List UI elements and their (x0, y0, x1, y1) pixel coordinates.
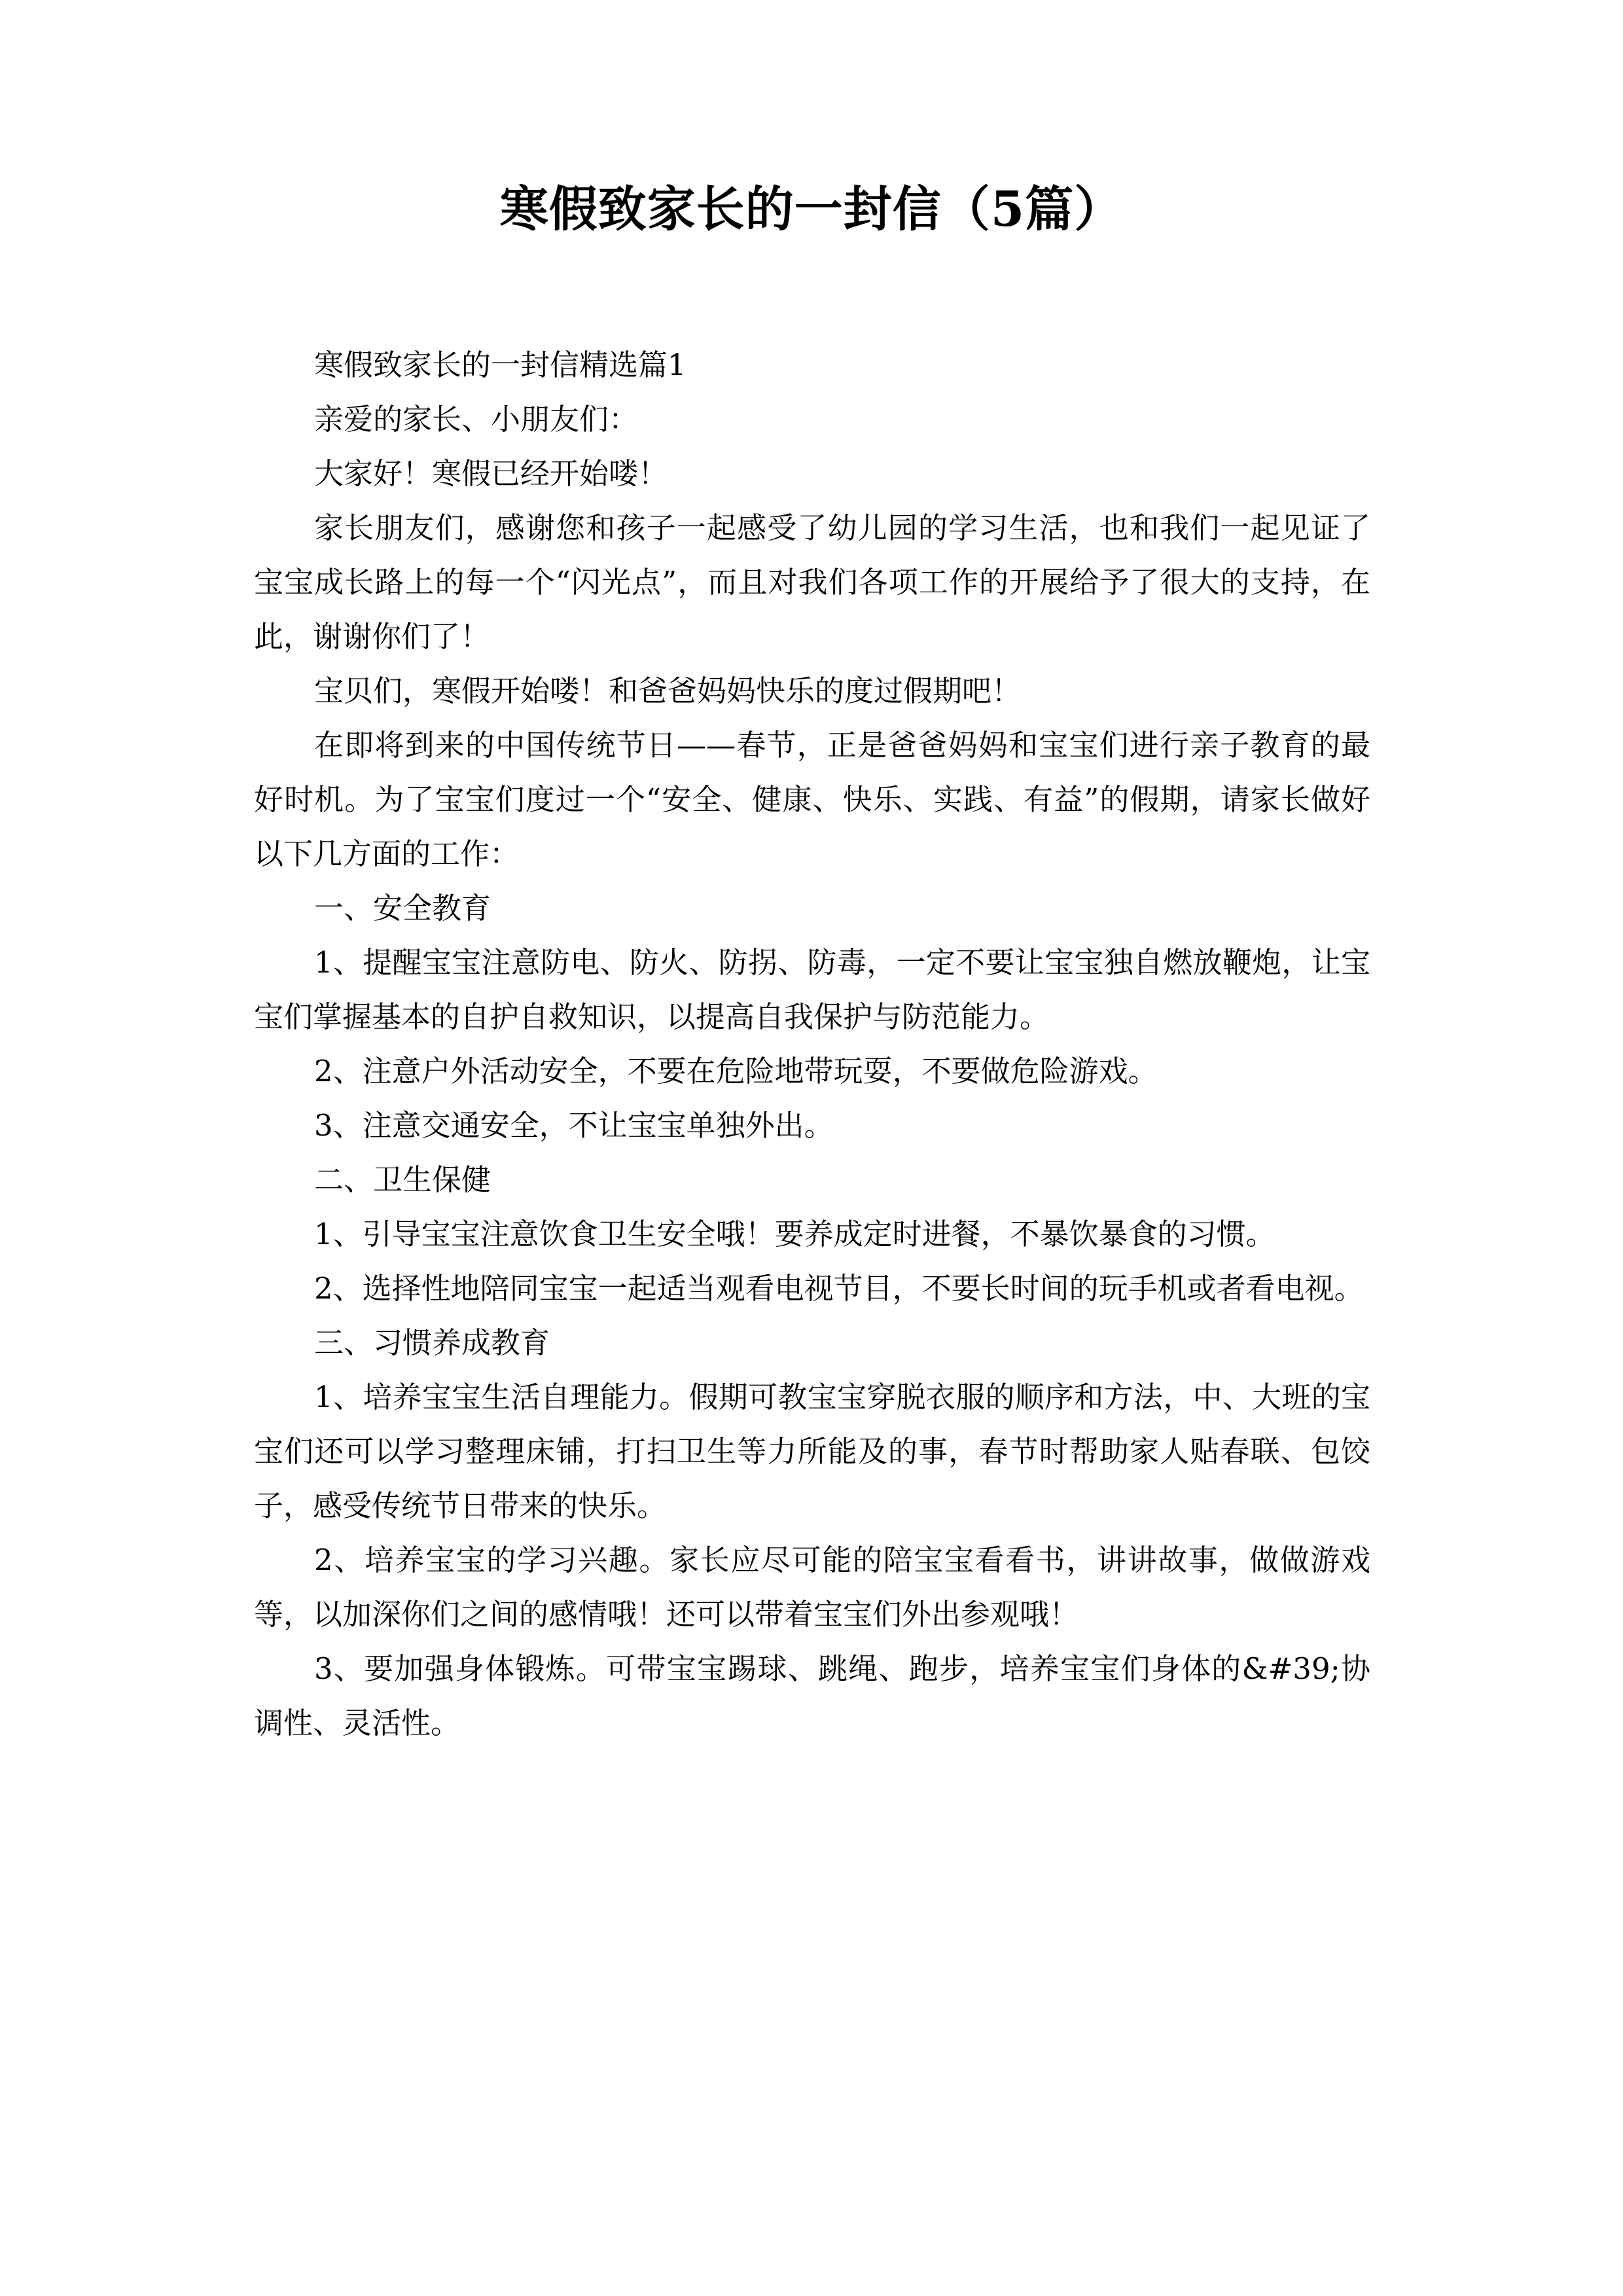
list-item: 2、注意户外活动安全，不要在危险地带玩耍，不要做危险游戏。 (314, 1054, 1158, 1088)
paragraph: 寒假致家长的一封信精选篇1 (314, 348, 687, 382)
list-item: 2、培养宝宝的学习兴趣。家长应尽可能的陪宝宝看看书，讲讲故事，做做游戏等，以加深你们之间的感情哦！还可以带着宝宝们外出参观哦！ (254, 1543, 1370, 1632)
paragraph: 家长朋友们，感谢您和孩子一起感受了幼儿园的学习生活，也和我们一起见证了宝宝成长路上的每一个“闪光点”，而且对我们各项工作的开展给予了很大的支持，在此，谢谢你们了！ (254, 511, 1370, 654)
page-title: 寒假致家长的一封信（5篇） (499, 181, 1124, 238)
list-item: 1、提醒宝宝注意防电、防火、防拐、防毒，一定不要让宝宝独自燃放鞭炮，让宝宝们掌握基本的自护自救知识，以提高自我保护与防范能力。 (254, 945, 1370, 1034)
paragraph: 亲爱的家长、小朋友们： (314, 402, 639, 437)
paragraph: 宝贝们，寒假开始喽！和爸爸妈妈快乐的度过假期吧！ (314, 673, 1022, 708)
list-item: 1、培养宝宝生活自理能力。假期可教宝宝穿脱衣服的顺序和方法，中、大班的宝宝们还可以学习整理床铺，打扫卫生等力所能及的事，春节时帮助家人贴春联、包饺子，感受传统节日带来的快乐。 (254, 1380, 1370, 1523)
list-item: 3、注意交通安全，不让宝宝单独外出。 (314, 1108, 834, 1143)
paragraph: 大家好！寒假已经开始喽！ (314, 456, 668, 491)
paragraph: 在即将到来的中国传统节日——春节，正是爸爸妈妈和宝宝们进行亲子教育的最好时机。为了宝宝们度过一个“安全、健康、快乐、实践、有益”的假期，请家长做好以下几方面的工作： (254, 728, 1370, 871)
section-heading: 二、卫生保健 (314, 1162, 491, 1197)
section-heading: 三、习惯养成教育 (314, 1325, 550, 1360)
document-body (254, 338, 1370, 1750)
list-item: 1、引导宝宝注意饮食卫生安全哦！要养成定时进餐，不暴饮暴食的习惯。 (314, 1217, 1275, 1251)
list-item: 2、选择性地陪同宝宝一起适当观看电视节目，不要长时间的玩手机或者看电视。 (314, 1271, 1364, 1306)
section-heading: 一、安全教育 (314, 891, 491, 925)
list-item: 3、要加强身体锻炼。可带宝宝踢球、跳绳、跑步，培养宝宝们身体的&#39;协调性、灵活性。 (254, 1651, 1370, 1740)
